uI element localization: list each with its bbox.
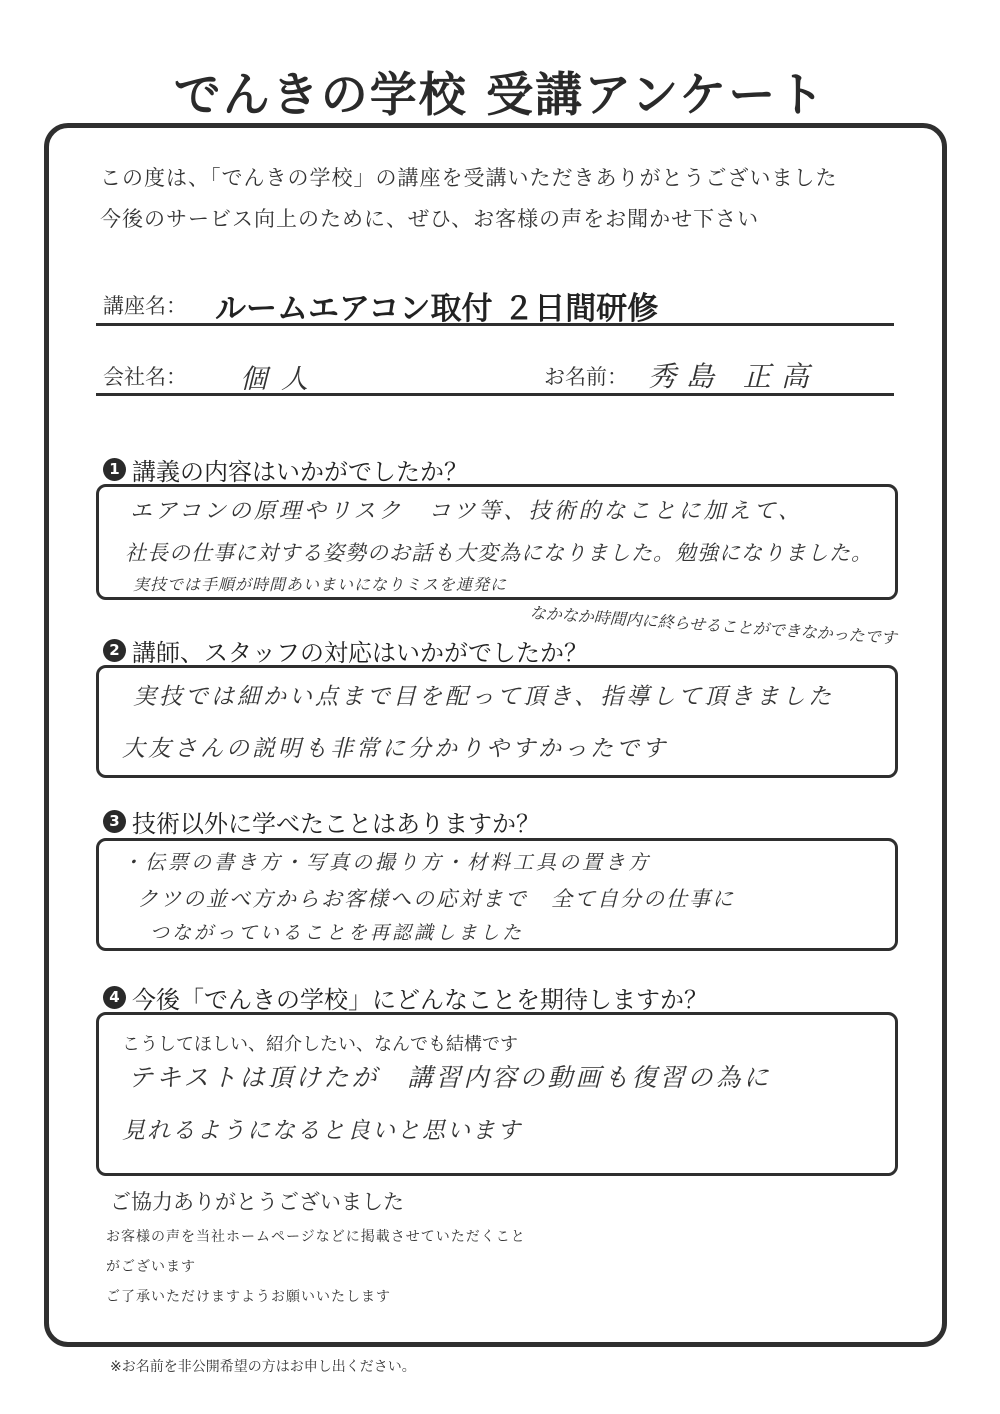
question-3-heading	[103, 804, 540, 839]
answer-4-line-2: 見れるようになると良いと思います	[122, 1118, 522, 1144]
answer-3-line-1: ・伝票の書き方・写真の撮り方・材料工具の置き方	[122, 850, 651, 874]
name-value: 秀島 正高	[648, 360, 819, 393]
question-2-number: 2	[103, 639, 126, 662]
question-2-text: 講師、スタッフの対応はいかがでしたか？	[132, 639, 588, 667]
course-label: 講座名：	[103, 294, 187, 318]
question-2-heading	[103, 633, 588, 668]
question-4-text: 今後「でんきの学校」にどんなことを期待しますか？	[132, 986, 708, 1014]
notice-line-2: がございます	[106, 1259, 196, 1275]
notice-line-3: ご了承いただけますようお願いいたします	[106, 1289, 391, 1305]
course-name: ルームエアコン取付 ２日間研修	[215, 291, 659, 327]
notice-line-1: お客様の声を当社ホームページなどに掲載させていただくこと	[106, 1229, 526, 1245]
answer-1-line-3: 実技では手順が時間あいまいになりミスを連発に	[133, 575, 508, 594]
intro-line-1: この度は、「でんきの学校」の講座を受講いただきありがとうございました	[100, 166, 838, 190]
answer-2-line-1: 実技では細かい点まで目を配って頂き、指導して頂きました	[133, 684, 835, 710]
answer-4-line-1: テキストは頂けたが 講習内容の動画も復習の為に	[128, 1063, 772, 1092]
answer-3-line-3: つながっていることを再認識しました	[150, 922, 525, 944]
question-3-number: 3	[103, 810, 126, 833]
answer-3-line-2: クツの並べ方からお客様への応対まで 全て自分の仕事に	[137, 887, 735, 911]
thanks-message: ご協力ありがとうございました	[110, 1190, 404, 1214]
question-1-number: 1	[103, 458, 126, 481]
question-1-text: 講義の内容はいかがでしたか？	[132, 458, 468, 486]
name-label: お名前：	[544, 365, 628, 389]
course-underline	[96, 323, 894, 326]
question-1-heading	[103, 452, 468, 487]
question-4-number: 4	[103, 986, 126, 1009]
question-4-hint: こうしてほしい、紹介したい、なんでも結構です	[122, 1034, 518, 1055]
company-underline	[96, 393, 894, 396]
privacy-footnote: ※お名前を非公開希望の方はお申し出ください。	[110, 1359, 416, 1375]
question-4-heading	[103, 980, 708, 1015]
answer-1-line-4: なかなか時間内に終らせることができなかったです	[529, 603, 898, 648]
question-3-text: 技術以外に学べたことはありますか？	[132, 810, 540, 838]
answer-1-line-1: エアコンの原理やリスク コツ等、技術的なことに加えて、	[130, 499, 804, 524]
answer-1-line-2: 社長の仕事に対する姿勢のお話も大変為になりました。勉強になりました。	[125, 541, 873, 565]
answer-2-line-2: 大友さんの説明も非常に分かりやすかったです	[122, 736, 668, 762]
company-value: 個人	[240, 364, 322, 395]
survey-title: でんきの学校 受講アンケート	[173, 68, 827, 123]
intro-line-2: 今後のサービス向上のために、ぜひ、お客様の声をお聞かせ下さい	[100, 207, 760, 231]
company-label: 会社名：	[103, 365, 187, 389]
